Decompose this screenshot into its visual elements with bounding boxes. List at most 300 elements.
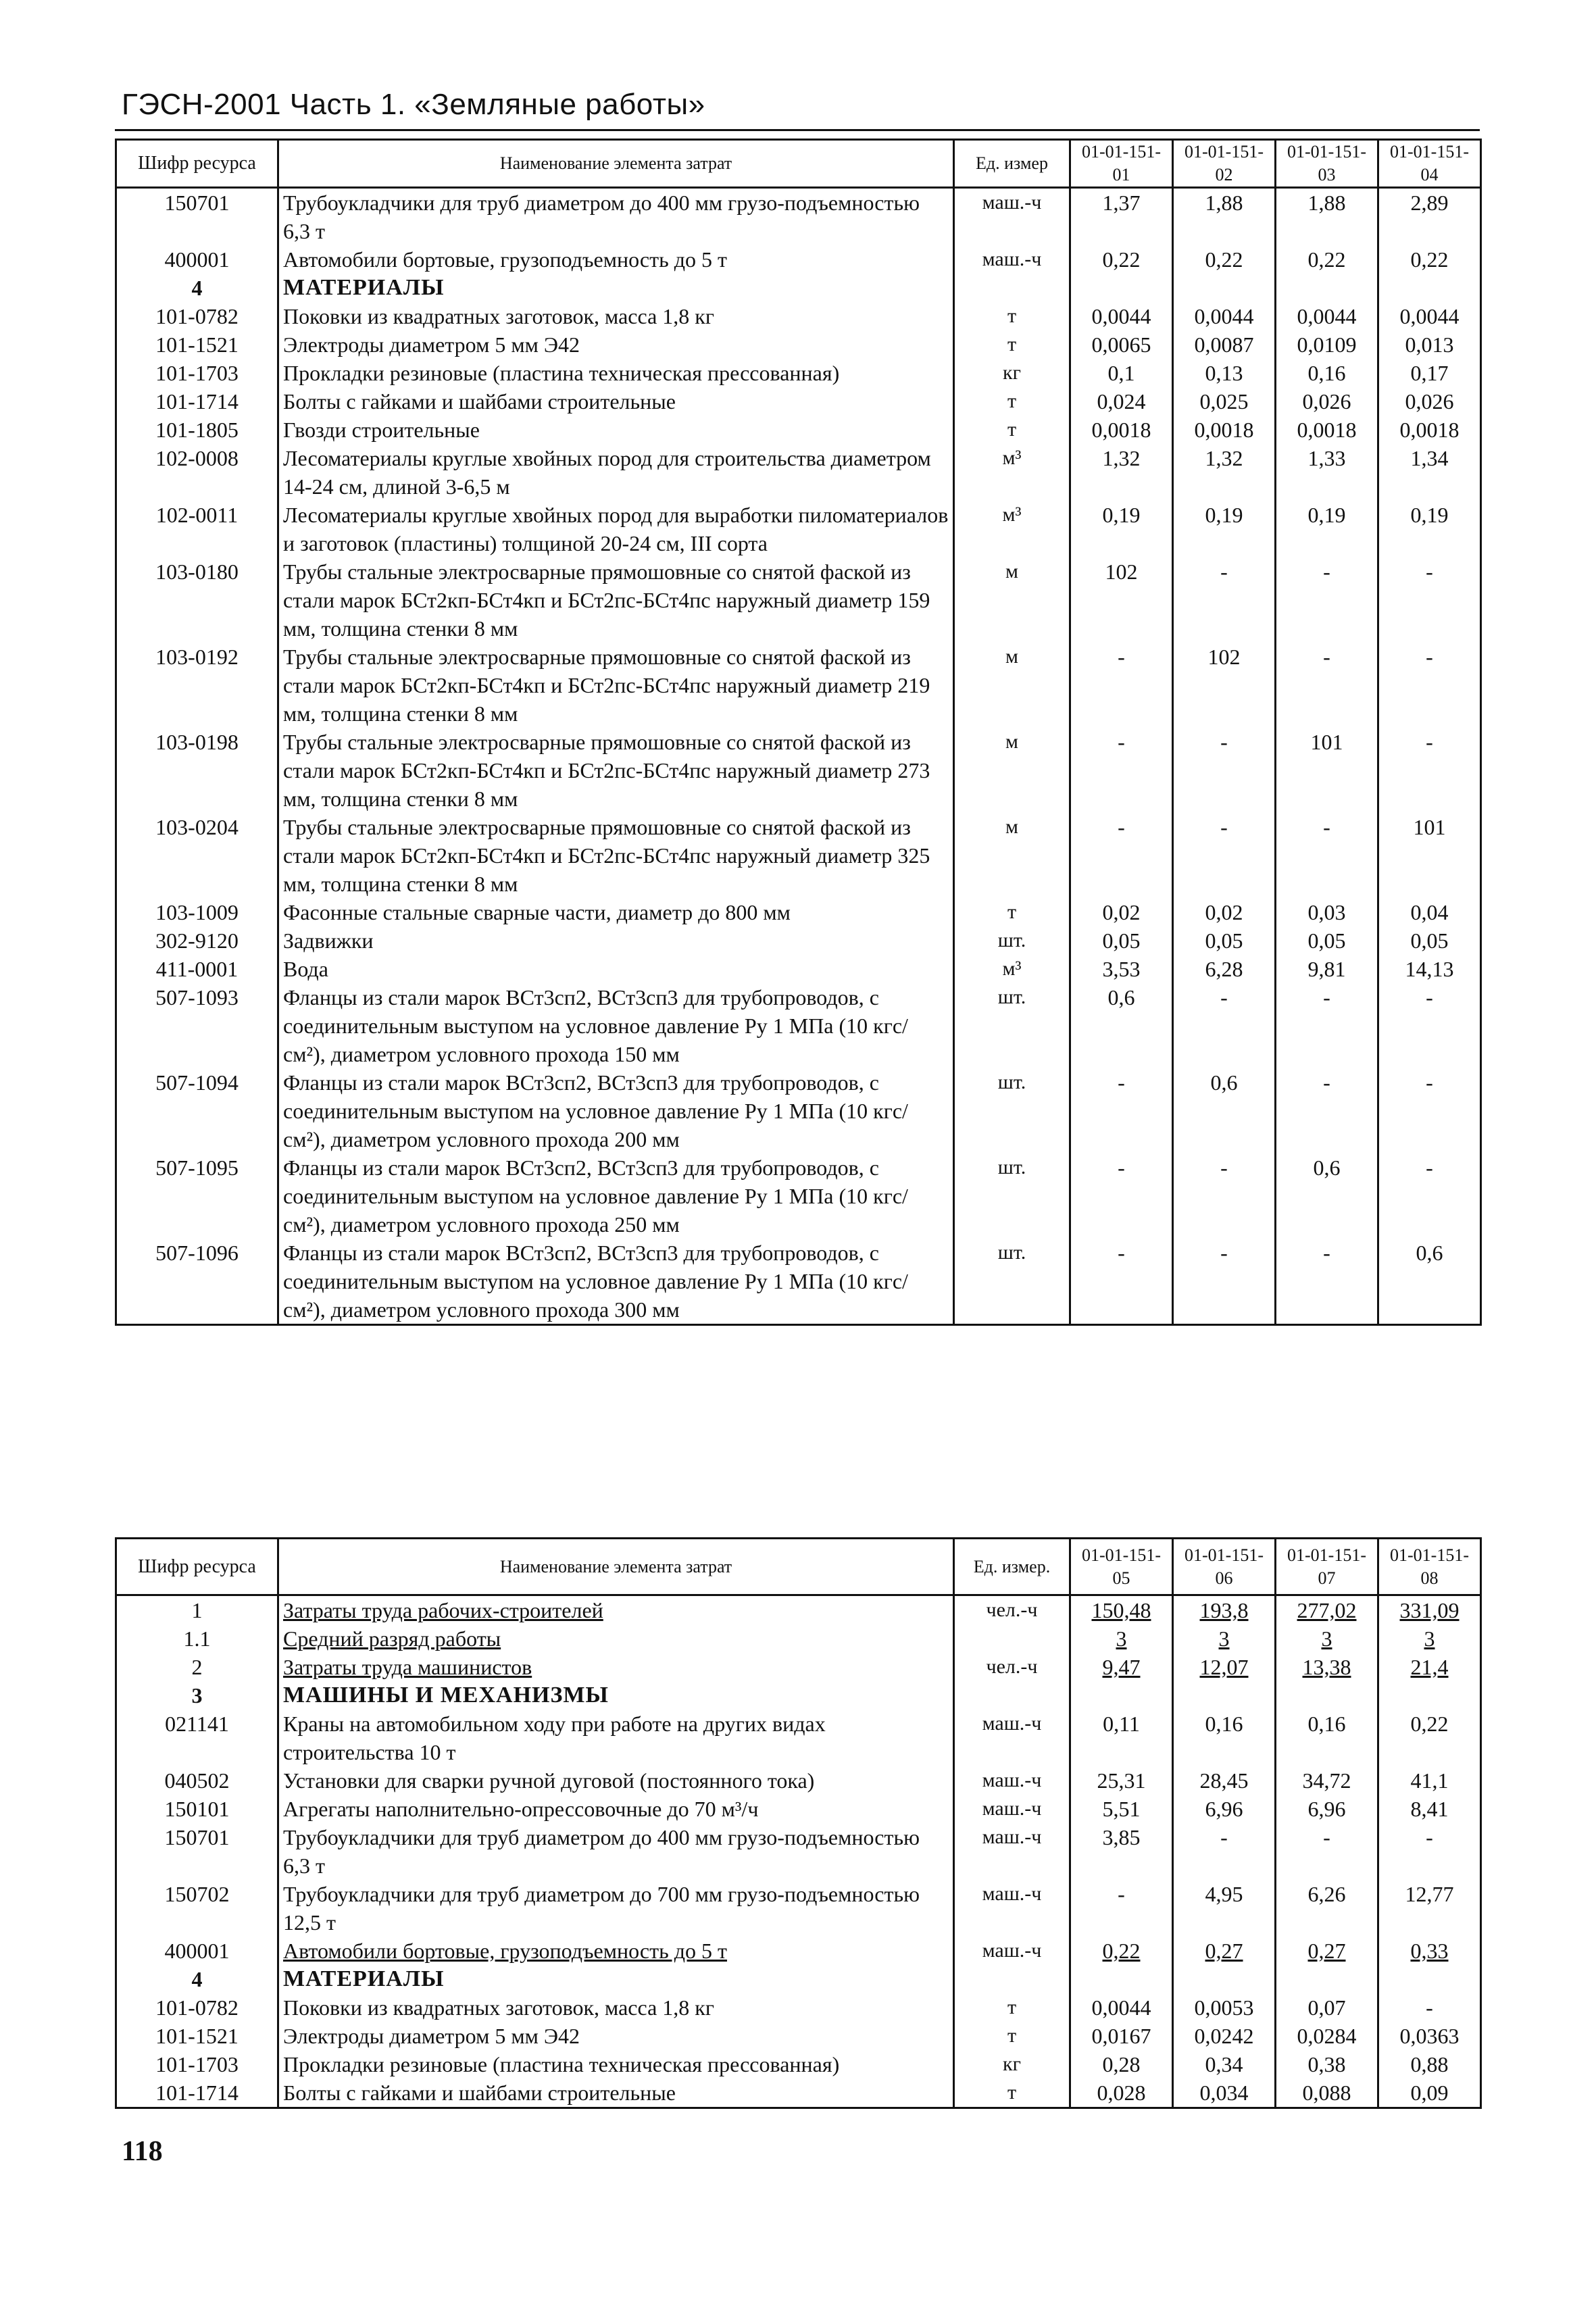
norm-value: - [1378,1993,1481,2022]
resource-code: 507-1096 [116,1239,278,1325]
resource-unit: шт. [954,1239,1070,1325]
resource-code: 507-1094 [116,1068,278,1153]
resource-unit [954,1624,1070,1653]
norm-value: 0,0065 [1070,330,1173,359]
resource-unit: т [954,2022,1070,2050]
norm-value: - [1173,1239,1276,1325]
resource-code: 040502 [116,1766,278,1795]
norm-value: 21,4 [1378,1653,1481,1681]
norm-value: - [1173,1823,1276,1880]
norm-value: 3,53 [1070,955,1173,983]
norm-value: 1,32 [1173,444,1276,501]
norm-value: 3 [1276,1624,1378,1653]
table-header-row [116,1539,1481,1595]
table-row [116,1823,1481,1880]
norm-value: 0,0044 [1276,302,1378,330]
table-row [116,1653,1481,1681]
resource-unit: т [954,416,1070,444]
table-row [116,926,1481,955]
table-body [116,1595,1481,2108]
norm-value: 0,0018 [1378,416,1481,444]
table-row [116,1993,1481,2022]
resource-name: Лесоматериалы круглые хвойных пород для выработки пиломатериалов и заготовок (пластины) толщиной 20-24 см, III сорта [278,501,954,557]
norm-value: 0,0044 [1070,1993,1173,2022]
norm-value: 0,02 [1173,898,1276,926]
resource-code: 507-1095 [116,1153,278,1239]
table-row [116,983,1481,1068]
table-row [116,387,1481,416]
header-norm: 01-01-151-05 [1070,1539,1173,1595]
header-norm: 01-01-151-02 [1173,140,1276,188]
section-row [116,274,1481,302]
table-row [116,330,1481,359]
table-row [116,1937,1481,1965]
norm-value: 0,0018 [1070,416,1173,444]
norm-value [1276,1681,1378,1710]
norm-value [1173,274,1276,302]
header-name: Наименование элемента затрат [278,140,954,188]
norm-value [1378,274,1481,302]
resource-code: 101-1703 [116,359,278,387]
norm-value: 0,0087 [1173,330,1276,359]
norm-value: 3 [1070,1624,1173,1653]
resource-unit: маш.-ч [954,1795,1070,1823]
norm-value: 6,96 [1173,1795,1276,1823]
norm-value: - [1378,1068,1481,1153]
norm-value: 0,6 [1070,983,1173,1068]
norm-value: 3 [1173,1624,1276,1653]
resource-unit: т [954,302,1070,330]
resource-name: Болты с гайками и шайбами строительные [278,2078,954,2108]
resource-name: Поковки из квадратных заготовок, масса 1,8 кг [278,1993,954,2022]
header-rule [115,129,1480,131]
norm-value: 0,11 [1070,1710,1173,1766]
norm-value: 14,13 [1378,955,1481,983]
table-row [116,1068,1481,1153]
norm-value: - [1276,643,1378,728]
resource-name: Электроды диаметром 5 мм Э42 [278,330,954,359]
table-row [116,1624,1481,1653]
norm-value [1070,274,1173,302]
resource-unit: шт. [954,1068,1070,1153]
resource-name: Автомобили бортовые, грузоподъемность до 5 т [278,245,954,274]
norm-value: 0,0167 [1070,2022,1173,2050]
resource-code: 101-0782 [116,302,278,330]
resource-name: Фланцы из стали марок ВСт3сп2, ВСт3сп3 для трубопроводов, с соединительным выступом на условное давление Ру 1 МПа (10 кгс/см²), диаметром условного прохода 300 мм [278,1239,954,1325]
norm-value: 0,17 [1378,359,1481,387]
resource-name: Фасонные стальные сварные части, диаметр до 800 мм [278,898,954,926]
norm-value: 331,09 [1378,1595,1481,1625]
resource-name: Трубы стальные электросварные прямошовные со снятой фаской из стали марок БСт2кп-БСт4кп и БСт2пс-БСт4пс наружный диаметр 159 мм, толщина стенки 8 мм [278,557,954,643]
norm-value: - [1276,1239,1378,1325]
norm-value: 0,38 [1276,2050,1378,2078]
table-row [116,898,1481,926]
norm-value: - [1378,728,1481,813]
norm-value: 0,05 [1173,926,1276,955]
resource-unit: чел.-ч [954,1653,1070,1681]
norm-value [1378,1681,1481,1710]
resource-code: 150701 [116,1823,278,1880]
norm-value: 0,088 [1276,2078,1378,2108]
norm-value: 0,27 [1173,1937,1276,1965]
table-row [116,643,1481,728]
resource-name: Гвозди строительные [278,416,954,444]
resource-unit: т [954,2078,1070,2108]
norm-value: - [1070,1153,1173,1239]
norm-value: - [1070,1239,1173,1325]
norm-value: 0,0242 [1173,2022,1276,2050]
norm-value: 6,26 [1276,1880,1378,1937]
norm-value: 0,02 [1070,898,1173,926]
table-row [116,813,1481,898]
table-row [116,188,1481,246]
norm-value: 6,28 [1173,955,1276,983]
resource-code: 4 [116,274,278,302]
norm-value: 3,85 [1070,1823,1173,1880]
norm-value: - [1378,1153,1481,1239]
header-norm: 01-01-151-01 [1070,140,1173,188]
resource-unit [954,1965,1070,1993]
header-unit: Ед. измер [954,140,1070,188]
norm-value: - [1276,813,1378,898]
resource-unit: шт. [954,1153,1070,1239]
norm-value: - [1070,813,1173,898]
norm-value: 277,02 [1276,1595,1378,1625]
norm-value: 101 [1378,813,1481,898]
norm-value: 0,0044 [1070,302,1173,330]
norm-value [1378,1965,1481,1993]
resource-name: Трубоукладчики для труб диаметром до 400 мм грузо-подъемностью 6,3 т [278,188,954,246]
resource-name: Агрегаты наполнительно-опрессовочные до 70 м³/ч [278,1795,954,1823]
norm-value: - [1070,728,1173,813]
resource-unit: м³ [954,501,1070,557]
norm-value: 0,6 [1173,1068,1276,1153]
resource-table-2 [115,1537,1482,2109]
table-row [116,1880,1481,1937]
resource-code: 3 [116,1681,278,1710]
page-number: 118 [122,2136,163,2167]
norm-value: 0,026 [1378,387,1481,416]
norm-value: 0,19 [1173,501,1276,557]
resource-name: Поковки из квадратных заготовок, масса 1,8 кг [278,302,954,330]
norm-value: 12,77 [1378,1880,1481,1937]
norm-value: 0,0018 [1276,416,1378,444]
norm-value: 0,88 [1378,2050,1481,2078]
norm-value: 1,88 [1173,188,1276,246]
resource-unit: кг [954,2050,1070,2078]
resource-name: МАТЕРИАЛЫ [278,1965,954,1993]
resource-code: 400001 [116,245,278,274]
resource-unit: маш.-ч [954,1710,1070,1766]
norm-value: 0,19 [1378,501,1481,557]
norm-value: 0,026 [1276,387,1378,416]
norm-value: 0,19 [1070,501,1173,557]
resource-unit: шт. [954,926,1070,955]
table-row [116,245,1481,274]
resource-code: 103-0192 [116,643,278,728]
norm-value: 2,89 [1378,188,1481,246]
norm-value: 0,0044 [1378,302,1481,330]
norm-value: 0,1 [1070,359,1173,387]
norm-value: 4,95 [1173,1880,1276,1937]
norm-value: 0,6 [1276,1153,1378,1239]
norm-value: 0,04 [1378,898,1481,926]
norm-value [1276,1965,1378,1993]
header-code: Шифр ресурса [116,1539,278,1595]
resource-code: 4 [116,1965,278,1993]
table-row [116,501,1481,557]
norm-value: 0,16 [1276,359,1378,387]
norm-value: - [1378,1823,1481,1880]
norm-value: - [1173,813,1276,898]
norm-value: 0,03 [1276,898,1378,926]
norm-value: 0,16 [1276,1710,1378,1766]
resource-unit: маш.-ч [954,245,1070,274]
resource-name: Трубоукладчики для труб диаметром до 400 мм грузо-подъемностью 6,3 т [278,1823,954,1880]
norm-value: 1,34 [1378,444,1481,501]
resource-code: 101-1714 [116,2078,278,2108]
resource-name: Средний разряд работы [278,1624,954,1653]
resource-unit: маш.-ч [954,1766,1070,1795]
resource-code: 1.1 [116,1624,278,1653]
resource-code: 101-1521 [116,2022,278,2050]
norm-value: 0,6 [1378,1239,1481,1325]
resource-unit: маш.-ч [954,1937,1070,1965]
resource-unit [954,274,1070,302]
resource-unit: т [954,1993,1070,2022]
norm-value: 12,07 [1173,1653,1276,1681]
resource-code: 103-0198 [116,728,278,813]
resource-unit: т [954,387,1070,416]
norm-value: 0,0109 [1276,330,1378,359]
resource-code: 102-0008 [116,444,278,501]
table-row [116,1239,1481,1325]
norm-value: 1,88 [1276,188,1378,246]
table-row [116,1710,1481,1766]
norm-value: - [1276,557,1378,643]
resource-code: 101-0782 [116,1993,278,2022]
norm-value: 13,38 [1276,1653,1378,1681]
table-row [116,416,1481,444]
resource-code: 400001 [116,1937,278,1965]
norm-value: - [1378,983,1481,1068]
norm-value: 0,0363 [1378,2022,1481,2050]
table-row [116,2050,1481,2078]
resource-name: Трубы стальные электросварные прямошовные со снятой фаской из стали марок БСт2кп-БСт4кп и БСт2пс-БСт4пс наружный диаметр 273 мм, толщина стенки 8 мм [278,728,954,813]
table-header-row [116,140,1481,188]
norm-value [1173,1965,1276,1993]
norm-value: 41,1 [1378,1766,1481,1795]
resource-unit: м³ [954,444,1070,501]
norm-value: - [1276,983,1378,1068]
header-norm: 01-01-151-04 [1378,140,1481,188]
norm-value: 0,034 [1173,2078,1276,2108]
resource-name: Вода [278,955,954,983]
resource-unit: маш.-ч [954,188,1070,246]
norm-value: 0,22 [1173,245,1276,274]
resource-code: 101-1521 [116,330,278,359]
section-row [116,1681,1481,1710]
norm-value: 0,0053 [1173,1993,1276,2022]
norm-value: 0,22 [1378,1710,1481,1766]
resource-name: Трубы стальные электросварные прямошовные со снятой фаской из стали марок БСт2кп-БСт4кп и БСт2пс-БСт4пс наружный диаметр 219 мм, толщина стенки 8 мм [278,643,954,728]
norm-value: 28,45 [1173,1766,1276,1795]
norm-value: 0,22 [1070,245,1173,274]
norm-value: 0,013 [1378,330,1481,359]
norm-value: 0,05 [1276,926,1378,955]
norm-value: 193,8 [1173,1595,1276,1625]
header-norm: 01-01-151-07 [1276,1539,1378,1595]
norm-value: 1,37 [1070,188,1173,246]
norm-value [1070,1681,1173,1710]
resource-code: 103-1009 [116,898,278,926]
norm-value: 6,96 [1276,1795,1378,1823]
resource-unit: м [954,643,1070,728]
norm-value: 102 [1070,557,1173,643]
norm-value: 0,33 [1378,1937,1481,1965]
resource-name: Краны на автомобильном ходу при работе на других видах строительства 10 т [278,1710,954,1766]
resource-name: Фланцы из стали марок ВСт3сп2, ВСт3сп3 для трубопроводов, с соединительным выступом на условное давление Ру 1 МПа (10 кгс/см²), диаметром условного прохода 200 мм [278,1068,954,1153]
norm-value [1173,1681,1276,1710]
norm-value: 101 [1276,728,1378,813]
resource-unit: м³ [954,955,1070,983]
table-row [116,557,1481,643]
norm-value: 0,0284 [1276,2022,1378,2050]
resource-name: МАШИНЫ И МЕХАНИЗМЫ [278,1681,954,1710]
resource-unit: шт. [954,983,1070,1068]
resource-code: 411-0001 [116,955,278,983]
norm-value: 0,22 [1276,245,1378,274]
norm-value: - [1173,557,1276,643]
norm-value: 102 [1173,643,1276,728]
resource-name: Задвижки [278,926,954,955]
header-norm: 01-01-151-08 [1378,1539,1481,1595]
norm-value: 0,05 [1378,926,1481,955]
resource-code: 103-0180 [116,557,278,643]
resource-name: Затраты труда рабочих-строителей [278,1595,954,1625]
norm-value: - [1276,1823,1378,1880]
resource-unit: маш.-ч [954,1823,1070,1880]
norm-value: 0,025 [1173,387,1276,416]
resource-name: Прокладки резиновые (пластина техническая прессованная) [278,359,954,387]
resource-unit: т [954,330,1070,359]
resource-unit [954,1681,1070,1710]
norm-value: 0,07 [1276,1993,1378,2022]
resource-name: МАТЕРИАЛЫ [278,274,954,302]
resource-code: 1 [116,1595,278,1625]
norm-value: 0,13 [1173,359,1276,387]
table-row [116,1795,1481,1823]
norm-value: 0,09 [1378,2078,1481,2108]
norm-value: 8,41 [1378,1795,1481,1823]
resource-name: Электроды диаметром 5 мм Э42 [278,2022,954,2050]
resource-unit: м [954,728,1070,813]
resource-code: 021141 [116,1710,278,1766]
resource-code: 150101 [116,1795,278,1823]
norm-value: 0,0044 [1173,302,1276,330]
header-unit: Ед. измер. [954,1539,1070,1595]
norm-value: - [1070,1880,1173,1937]
header-norm: 01-01-151-03 [1276,140,1378,188]
table-row [116,2022,1481,2050]
norm-value: 34,72 [1276,1766,1378,1795]
header-code: Шифр ресурса [116,140,278,188]
table-body [116,188,1481,1325]
norm-value: 5,51 [1070,1795,1173,1823]
table-row [116,444,1481,501]
resource-code: 101-1703 [116,2050,278,2078]
norm-value: 0,19 [1276,501,1378,557]
norm-value: - [1070,643,1173,728]
resource-code: 507-1093 [116,983,278,1068]
resource-code: 101-1714 [116,387,278,416]
norm-value [1276,274,1378,302]
norm-value: 150,48 [1070,1595,1173,1625]
header-norm: 01-01-151-06 [1173,1539,1276,1595]
resource-name: Фланцы из стали марок ВСт3сп2, ВСт3сп3 для трубопроводов, с соединительным выступом на условное давление Ру 1 МПа (10 кгс/см²), диаметром условного прохода 250 мм [278,1153,954,1239]
table-row [116,1595,1481,1625]
norm-value: 0,22 [1070,1937,1173,1965]
resource-code: 2 [116,1653,278,1681]
table-row [116,359,1481,387]
table-row [116,1766,1481,1795]
resource-name: Установки для сварки ручной дуговой (постоянного тока) [278,1766,954,1795]
norm-value: 3 [1378,1624,1481,1653]
norm-value: - [1173,1153,1276,1239]
resource-name: Автомобили бортовые, грузоподъемность до 5 т [278,1937,954,1965]
resource-code: 102-0011 [116,501,278,557]
resource-code: 150701 [116,188,278,246]
resource-name: Болты с гайками и шайбами строительные [278,387,954,416]
norm-value: 1,32 [1070,444,1173,501]
norm-value: 0,22 [1378,245,1481,274]
norm-value: 0,27 [1276,1937,1378,1965]
norm-value [1070,1965,1173,1993]
resource-unit: маш.-ч [954,1880,1070,1937]
norm-value: 0,16 [1173,1710,1276,1766]
norm-value: - [1070,1068,1173,1153]
resource-name: Трубоукладчики для труб диаметром до 700 мм грузо-подъемностью 12,5 т [278,1880,954,1937]
norm-value: 0,028 [1070,2078,1173,2108]
table-row [116,955,1481,983]
page-header-title: ГЭСН-2001 Часть 1. «Земляные работы» [122,88,705,121]
norm-value: 0,28 [1070,2050,1173,2078]
norm-value: 0,024 [1070,387,1173,416]
resource-name: Фланцы из стали марок ВСт3сп2, ВСт3сп3 для трубопроводов, с соединительным выступом на условное давление Ру 1 МПа (10 кгс/см²), диаметром условного прохода 150 мм [278,983,954,1068]
resource-code: 103-0204 [116,813,278,898]
norm-value: 9,81 [1276,955,1378,983]
resource-unit: кг [954,359,1070,387]
resource-name: Затраты труда машинистов [278,1653,954,1681]
norm-value: - [1173,728,1276,813]
resource-unit: чел.-ч [954,1595,1070,1625]
resource-code: 302-9120 [116,926,278,955]
table-row [116,728,1481,813]
resource-table-1 [115,139,1482,1326]
norm-value: 0,0018 [1173,416,1276,444]
norm-value: 0,34 [1173,2050,1276,2078]
resource-code: 101-1805 [116,416,278,444]
norm-value: - [1378,557,1481,643]
norm-value: 1,33 [1276,444,1378,501]
norm-value: 25,31 [1070,1766,1173,1795]
resource-name: Прокладки резиновые (пластина техническая прессованная) [278,2050,954,2078]
norm-value: 9,47 [1070,1653,1173,1681]
section-row [116,1965,1481,1993]
table-row [116,302,1481,330]
header-name: Наименование элемента затрат [278,1539,954,1595]
table-row [116,2078,1481,2108]
